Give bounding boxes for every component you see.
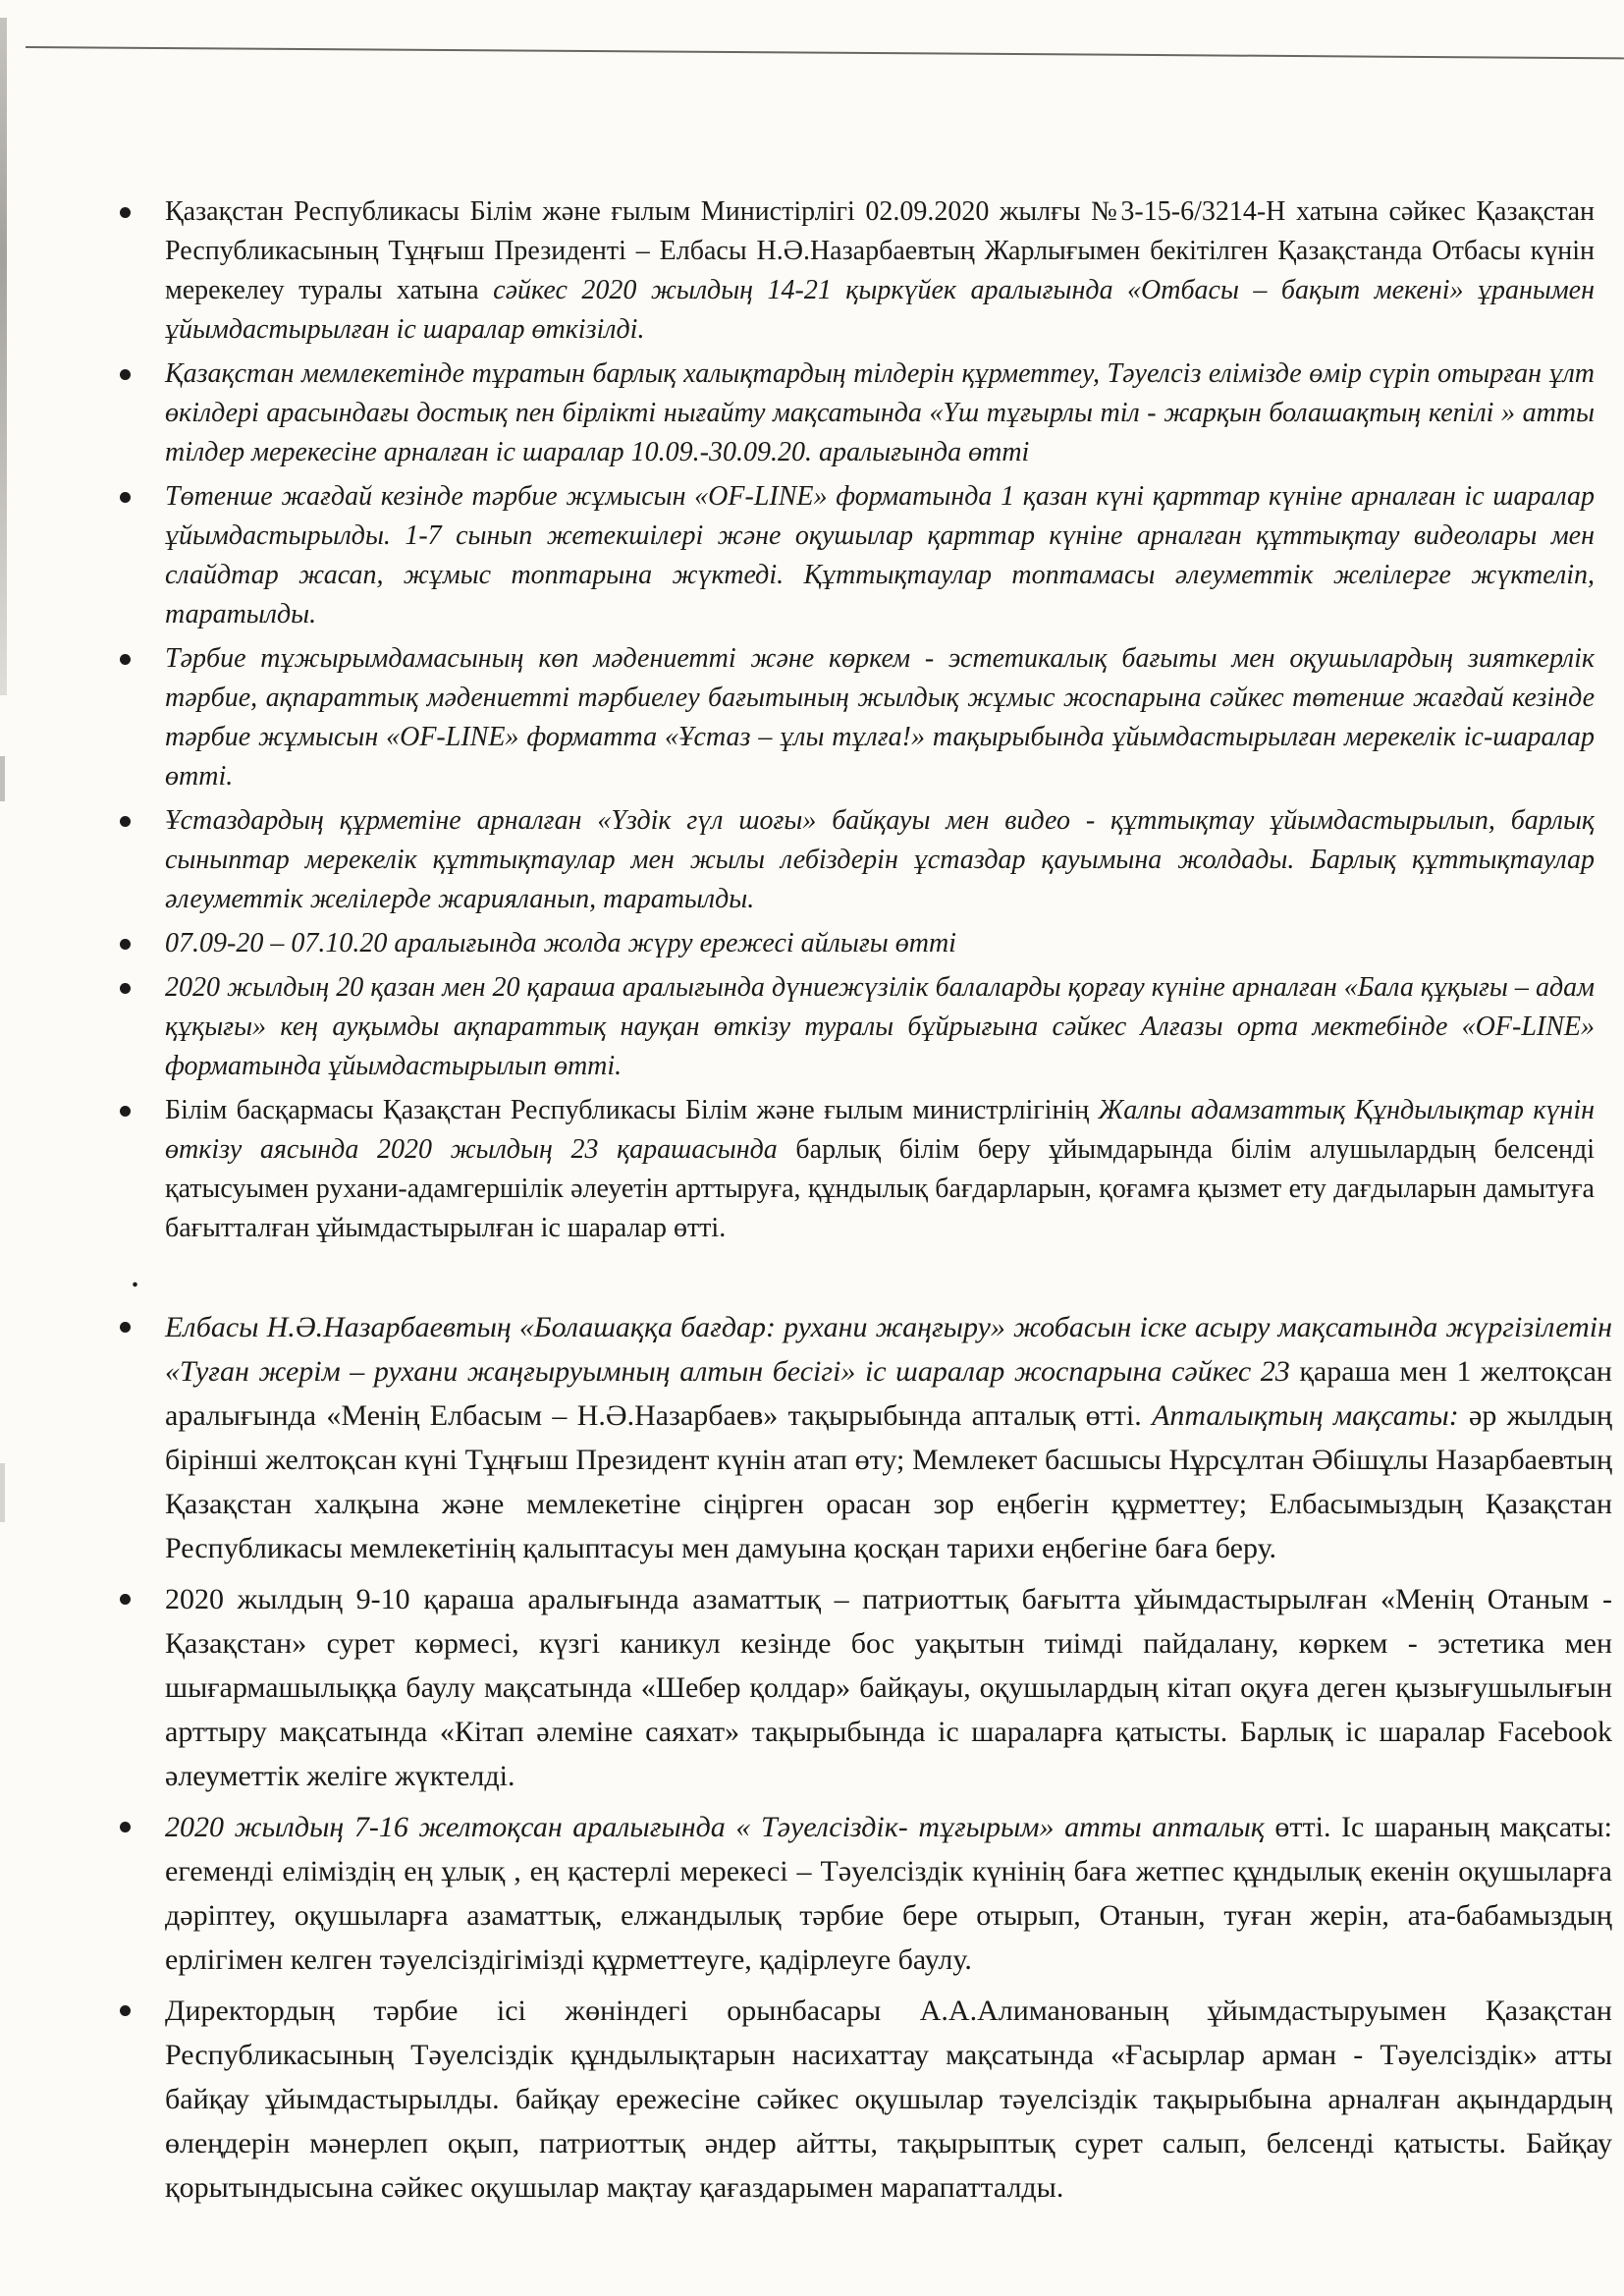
list-item (116, 1305, 1612, 1570)
paragraph-text: 2020 жылдың 20 қазан мен 20 қараша аралығында дүниежүзілік балаларды қорғау күніне арналған «Бала құқығы – адам құқығы» кең ауқымды ақпараттық науқан өткізу туралы бұйрығына сәйкес Алғазы орта мектебінде «OF-LINE» форматында ұйымдастырылып өтті. (165, 972, 1595, 1081)
bullet-list-top (116, 192, 1595, 1248)
bullet-dot-icon (120, 939, 131, 950)
bullet-list-bottom (116, 1305, 1613, 2210)
bullet-dot-icon (120, 1822, 131, 1832)
list-item (116, 1091, 1595, 1248)
list-item (116, 477, 1595, 634)
bullet-dot-icon (120, 2005, 131, 2016)
scan-shadow-artifact (0, 18, 7, 695)
paragraph-text: Тәрбие тұжырымдамасының көп мәдениетті және көркем - эстетикалық бағыты мен оқушылардың зияткерлік тәрбие, ақпараттық мәдениетті тәрбиелеу бағытының жылдық жұмыс жоспарына сәйкес төтенше жағдай кезінде тәрбие жұмысын «OF-LINE» форматта «Ұстаз – ұлы тұлға!» тақырыбында ұйымдастырылған мерекелік іс-шаралар өтті. (165, 643, 1595, 792)
scan-dash-artifact (0, 756, 5, 801)
paragraph-text: Ұстаздардың құрметіне арналған «Үздік гүл шоғы» байқауы мен видео - құттықтау ұйымдастырылып, барлық сыныптар мерекелік құттықтаулар мен жылы лебіздерін ұстаздар қауымына жолдады. Барлық құттықтаулар әлеуметтік желілерде жарияланып, таратылды. (165, 805, 1595, 914)
list-item (116, 1577, 1612, 1798)
paragraph-text: 2020 жылдың 7-16 желтоқсан аралығында « Тәуелсіздік- тұғырым» атты апталық өтті. Іс шараның мақсаты: егеменді еліміздің ең ұлық , ең қастерлі мерекесі – Тәуелсіздік күнінің баға жетпес құндылық екенін оқушыларға дәріптеу, оқушыларға азаматтық, елжандылық тәрбие бере отырып, Отанын, туған жерін, ата-бабамыздың ерлігімен келген тәуелсіздігімізді құрметтеуге, қадірлеуге баулу. (165, 1811, 1613, 1976)
paragraph-text: 07.09-20 – 07.10.20 аралығында жолда жүру ережесі айлығы өтті (165, 928, 956, 958)
report-body (116, 192, 1613, 2216)
paragraph-text: Директордың тәрбие ісі жөніндегі орынбасары А.А.Алиманованың ұйымдастыруымен Қазақстан Республикасының Тәуелсіздік құндылықтарын насихаттау мақсатында «Ғасырлар арман - Тәуелсіздік» атты байқау ұйымдастырылды. байқау ережесіне сәйкес оқушылар тәуелсіздік тақырыбына арналған ақындардың өлеңдерін мәнерлеп оқып, патриоттық әндер айтты, тақырыптық сурет салып, белсенді қатысты. Байқау қорытындысына сәйкес оқушылар мақтау қағаздарымен марапатталды. (165, 1995, 1612, 2204)
paragraph-text: Төтенше жағдай кезінде тәрбие жұмысын «OF-LINE» форматында 1 қазан күні қарттар күніне арналған іс шаралар ұйымдастырылды. 1-7 сынып жетекшілері және оқушылар қарттар күніне арналған құттықтау видеолары мен слайдтар жасап, жұмыс топтарына жүктеді. Құттықтаулар топтамасы әлеуметтік желілерге жүктеліп, таратылды. (165, 481, 1595, 629)
bullet-dot-icon (120, 654, 131, 665)
bullet-dot-icon (120, 1322, 131, 1333)
bullet-dot-icon (120, 369, 131, 380)
list-item (116, 639, 1595, 796)
list-item (116, 1805, 1612, 1982)
bullet-dot-icon (120, 492, 131, 503)
list-item (116, 192, 1595, 350)
list-item (116, 968, 1595, 1086)
paragraph-text: 2020 жылдың 9-10 қараша аралығында азаматтық – патриоттық бағытта ұйымдастырылған «Менің Отаным - Қазақстан» сурет көрмесі, күзгі каникул кезінде бос уақытын тиімді пайдалану, көркем - эстетика мен шығармашылыққа баулу мақсатында «Шебер қолдар» байқауы, оқушылардың кітап оқуға деген қызығушылығын арттыру мақсатында «Кітап әлеміне саяхат» тақырыбында іс шараларға қатысты. Барлық іс шаралар Facebook әлеуметтік желіге жүктелді. (165, 1583, 1612, 1792)
bullet-dot-icon (120, 207, 131, 218)
list-item (116, 1989, 1612, 2210)
list-item (116, 924, 1595, 963)
bullet-dot-icon (120, 1106, 131, 1117)
paragraph-text: Елбасы Н.Ә.Назарбаевтың «Болашаққа бағдар: рухани жаңғыру» жобасын іске асыру мақсатында жүргізілетін «Туған жерім – рухани жаңғыруымның алтын бесігі» іс шаралар жоспарына сәйкес 23 қараша мен 1 желтоқсан аралығында «Менің Елбасым – Н.Ә.Назарбаев» тақырыбында апталық өтті. Апталықтың мақсаты: әр жылдың бірінші желтоқсан күні Тұңғыш Президент күнін атап өту; Мемлекет басшысы Нұрсұлтан Әбішұлы Назарбаевтың Қазақстан халқына және мемлекетіне сіңірген орасан зор еңбегін құрметтеу; Елбасымыздың Қазақстан Республикасы мемлекетінің қалыптасуы мен дамуына қосқан тарихи еңбегіне баға беру. (165, 1311, 1613, 1564)
bullet-dot-icon (120, 816, 131, 827)
paragraph-text: Қазақстан мемлекетінде тұратын барлық халықтардың тілдерін құрметтеу, Тәуелсіз елімізде өмір сүріп отырған ұлт өкілдері арасындағы достық пен бірлікті нығайту мақсатында «Үш тұғырлы тіл - жарқын болашақтың кепілі » атты тілдер мерекесіне арналған іс шаралар 10.09.-30.09.20. аралығында өтті (165, 358, 1595, 467)
scan-line-artifact (26, 46, 1624, 59)
list-item (116, 355, 1595, 472)
stray-period-mark: . (132, 1263, 138, 1293)
paragraph-text: Білім басқармасы Қазақстан Республикасы Білім және ғылым министрлігінің Жалпы адамзаттық Құндылықтар күнін өткізу аясында 2020 жылдың 23 қарашасында барлық білім беру ұйымдарында білім алушылардың белсенді қатысуымен рухани-адамгершілік әлеуетін арттыруға, құндылық бағдарларын, қоғамға қызмет ету дағдыларын дамытуға бағытталған ұйымдастырылған іс шаралар өтті. (165, 1095, 1595, 1243)
scan-dash-artifact (0, 1463, 5, 1522)
paragraph-text: Қазақстан Республикасы Білім және ғылым Министірлігі 02.09.2020 жылғы №3-15-6/3214-Н хатына сәйкес Қазақстан Республикасының Тұңғыш Президенті – Елбасы Н.Ә.Назарбаевтың Жарлығымен бекітілген Қазақстанда Отбасы күнін мерекелеу туралы хатына сәйкес 2020 жылдың 14-21 қыркүйек аралығында «Отбасы – бақыт мекені» ұранымен ұйымдастырылған іс шаралар өткізілді. (165, 196, 1596, 345)
bullet-dot-icon (120, 1594, 131, 1605)
list-item (116, 801, 1595, 919)
bullet-dot-icon (120, 983, 131, 994)
